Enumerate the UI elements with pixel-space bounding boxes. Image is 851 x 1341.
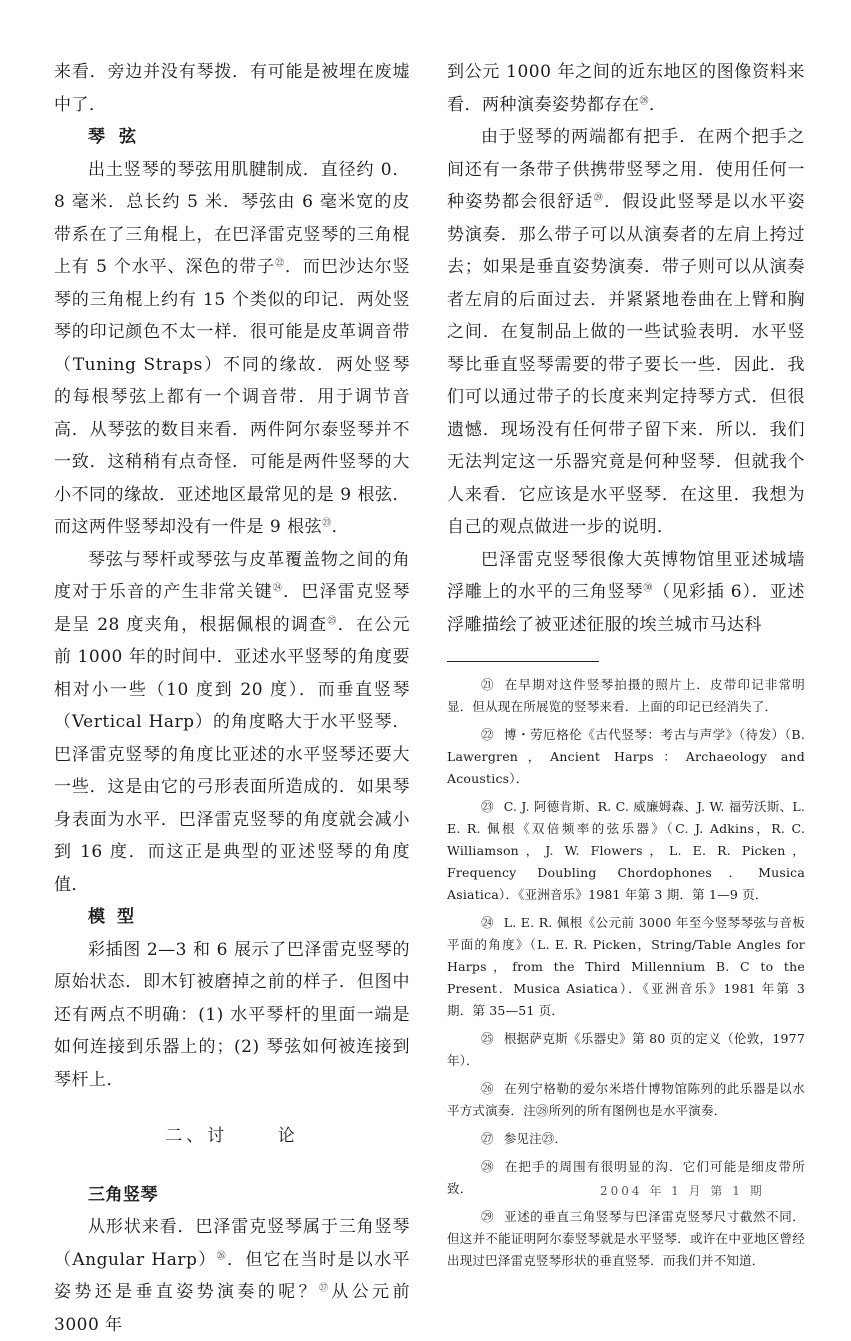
text-run: ．但它在当时是以水平姿势还是垂直姿势演奏的呢？	[54, 1249, 410, 1302]
paragraph-british-museum	[447, 544, 805, 642]
footnote-number: ㉘	[481, 1159, 494, 1174]
footnote-text: L. E. R. 佩根《公元前 3000 年至今竖琴琴弦与音板平面的角度》（L. E. R. Picken，String/Table Angles for Harps，from the Third Millennium B. C to the Present．Musica Asiatica）．《亚洲音乐》1981 年第 3 期．第 35—51 页．	[447, 915, 805, 1018]
text-run: 由于竖琴的两端都有把手．在两个把手之间还有一条带子供携带竖琴之用．使用任何一种姿势都会很舒适	[447, 127, 805, 212]
footnote-number: ㉔	[481, 915, 494, 930]
paragraph-strings-2	[54, 544, 410, 902]
heading-strings: 琴弦	[88, 127, 150, 147]
footnote-text: 在早期对这件竖琴拍摄的照片上．皮带印记非常明显．但从现在所展览的竖琴来看．上面的印记已经消失了．	[447, 677, 805, 714]
footnote-text: 根据萨克斯《乐器史》第 80 页的定义（伦敦，1977 年）．	[447, 1031, 805, 1068]
text-run: 从公元前 3000 年	[54, 1282, 411, 1335]
paragraph-strings-1	[54, 154, 410, 544]
footnote-ref: ㉙	[593, 193, 605, 204]
paragraph-model: 彩插图 2—3 和 6 展示了巴泽雷克竖琴的原始状态．即木钉被磨掉之前的样子．但图中还有两点不明确：(1) 水平琴杆的里面一端是如何连接到乐器上的；(2) 琴弦如何被连接到琴杆上．	[54, 939, 410, 1090]
paragraph-angular	[54, 1211, 410, 1341]
footnote	[447, 796, 805, 906]
section-heading: 二、讨 论	[165, 1126, 299, 1146]
footnote	[447, 1078, 805, 1122]
footnote-number: ㉖	[481, 1081, 494, 1096]
footnote-number: ㉗	[481, 1131, 494, 1146]
right-column	[447, 56, 805, 1278]
footnote-divider	[447, 661, 599, 662]
footnote-number: ㉒	[481, 727, 494, 742]
footnote	[447, 1128, 805, 1150]
footnote-ref: ㉚	[643, 583, 654, 594]
footnote-text: 在把手的周围有很明显的沟．它们可能是细皮带所致．	[447, 1159, 805, 1196]
heading-angular-harp: 三角竖琴	[88, 1184, 158, 1205]
footnote-number: ㉙	[481, 1209, 494, 1224]
footnote-ref: ㉔	[272, 583, 284, 594]
paragraph-continuation-right	[447, 56, 805, 121]
footnote-number: ㉑	[481, 677, 494, 692]
footnote-text: 在列宁格勒的爱尔米塔什博物馆陈列的此乐器是以水平方式演奏．注㉘所列的所有图例也是水平演奏．	[447, 1081, 805, 1118]
footnote-ref: ㉒	[275, 258, 285, 269]
text-run: 出土竖琴的琴弦用肌腱制成．直径约 0．8 毫米．总长约 5 米．琴弦由 6 毫米宽的皮带系在了三角棍上，在巴泽雷克竖琴的三角棍上有 5 个水平、深色的带子	[54, 159, 410, 277]
page-footer: 2004 年 1 月 第 1 期	[600, 1184, 765, 1198]
footnote-text: C. J. 阿德肯斯、R. C. 威廉姆森、J. W. 福劳沃斯、L. E. R. 佩根《双倍频率的弦乐器》（C. J. Adkins，R. C. Williamson，J. W. Flowers，L. E. R. Picken，Frequency Doubling Chordophones．Musica Asiatica）．《亚洲音乐》1981 年第 3 期．第 1—9 页．	[447, 799, 805, 902]
paragraph-handles	[447, 121, 805, 544]
left-column	[54, 56, 410, 1341]
footnote-number: ㉓	[481, 799, 494, 814]
footnote	[447, 724, 805, 790]
footnote-ref: ㉓	[322, 518, 332, 529]
footnote	[447, 1206, 805, 1272]
footnote-number: ㉕	[481, 1031, 494, 1046]
heading-model: 模型	[88, 907, 146, 927]
text-run: ．	[331, 517, 350, 537]
footnote-ref: ㉖	[216, 1250, 228, 1261]
text-run: ．在公元前 1000 年的时间中．亚述水平竖琴的角度要相对小一些（10 度到 20 度）．而垂直竖琴（Vertical Harp）的角度略大于水平竖琴．巴泽雷克竖琴的角度比亚述的水平竖琴还要大一些．这是由它的弓形表面所造成的．如果琴身表面为水平．巴泽雷克竖琴的角度就会减小到 16 度．而这正是典型的亚述竖琴的角度值．	[54, 614, 410, 895]
text-run: 巴泽雷克竖琴很像大英博物馆里亚述城墙浮雕上的水平的三角竖琴	[447, 549, 805, 602]
footnote	[447, 674, 805, 718]
footnote-ref: ㉘	[639, 95, 650, 106]
text-run: 从形状来看．巴泽雷克竖琴属于三角竖琴（Angular Harp）	[54, 1217, 410, 1270]
text-run: 琴弦与琴杆或琴弦与皮革覆盖物之间的角度对于乐音的产生非常关键	[54, 549, 410, 602]
paragraph-continuation: 来看．旁边并没有琴拨．有可能是被埋在废墟中了．	[54, 62, 410, 115]
footnote	[447, 912, 805, 1022]
footnote	[447, 1028, 805, 1072]
footnote-text: 博・劳厄格伦《古代竖琴：考古与声学》（待发）（B. Lawergren，Ancient Harps：Archaeology and Acoustics）．	[447, 727, 805, 786]
text-run: （见彩插 6）．亚述浮雕描绘了被亚述征服的埃兰城市马达科	[447, 582, 805, 635]
footnote-text: 参见注㉓．	[503, 1131, 568, 1146]
footnote-ref: ㉗	[318, 1283, 332, 1294]
text-run: ．假设此竖琴是以水平姿势演奏．那么带子可以从演奏者的左肩上挎过去；如果是垂直姿势演奏．带子则可以从演奏者左肩的后面过去．并紧紧地卷曲在上臂和胸之间．在复制品上做的一些试验表明．水平竖琴比垂直竖琴需要的带子要长一些．因此．我们可以通过带子的长度来判定持琴方式．但很遗憾．现场没有任何带子留下来．所以．我们无法判定这一乐器究竟是何种竖琴．但就我个人来看．它应该是水平竖琴．在这里．我想为自己的观点做进一步的说明．	[447, 192, 805, 537]
text-run: ．而巴沙达尔竖琴的三角棍上约有 15 个类似的印记．两处竖琴的印记颜色不太一样．很可能是皮革调音带（Tuning Straps）不同的缘故．两处竖琴的每根琴弦上都有一个调音带．用于调节音高．从琴弦的数目来看．两件阿尔泰竖琴并不一致．这稍稍有点奇怪．可能是两件竖琴的大小不同的缘故．亚述地区最常见的是 9 根弦．而这两件竖琴却没有一件是 9 根弦	[54, 257, 410, 537]
text-run: ．	[649, 94, 667, 115]
text-run: 到公元 1000 年之间的近东地区的图像资料来看．两种演奏姿势都存在	[447, 62, 805, 115]
footnote-text: 亚述的垂直三角竖琴与巴泽雷克竖琴尺寸截然不同．但这并不能证明阿尔泰竖琴就是水平竖琴．或许在中亚地区曾经出现过巴泽雷克竖琴形状的垂直竖琴．而我们并不知道．	[447, 1209, 805, 1268]
footnote-ref: ㉕	[327, 615, 338, 626]
text-run: ．巴泽雷克竖琴是呈 28 度夹角，根据佩根的调查	[54, 582, 411, 635]
